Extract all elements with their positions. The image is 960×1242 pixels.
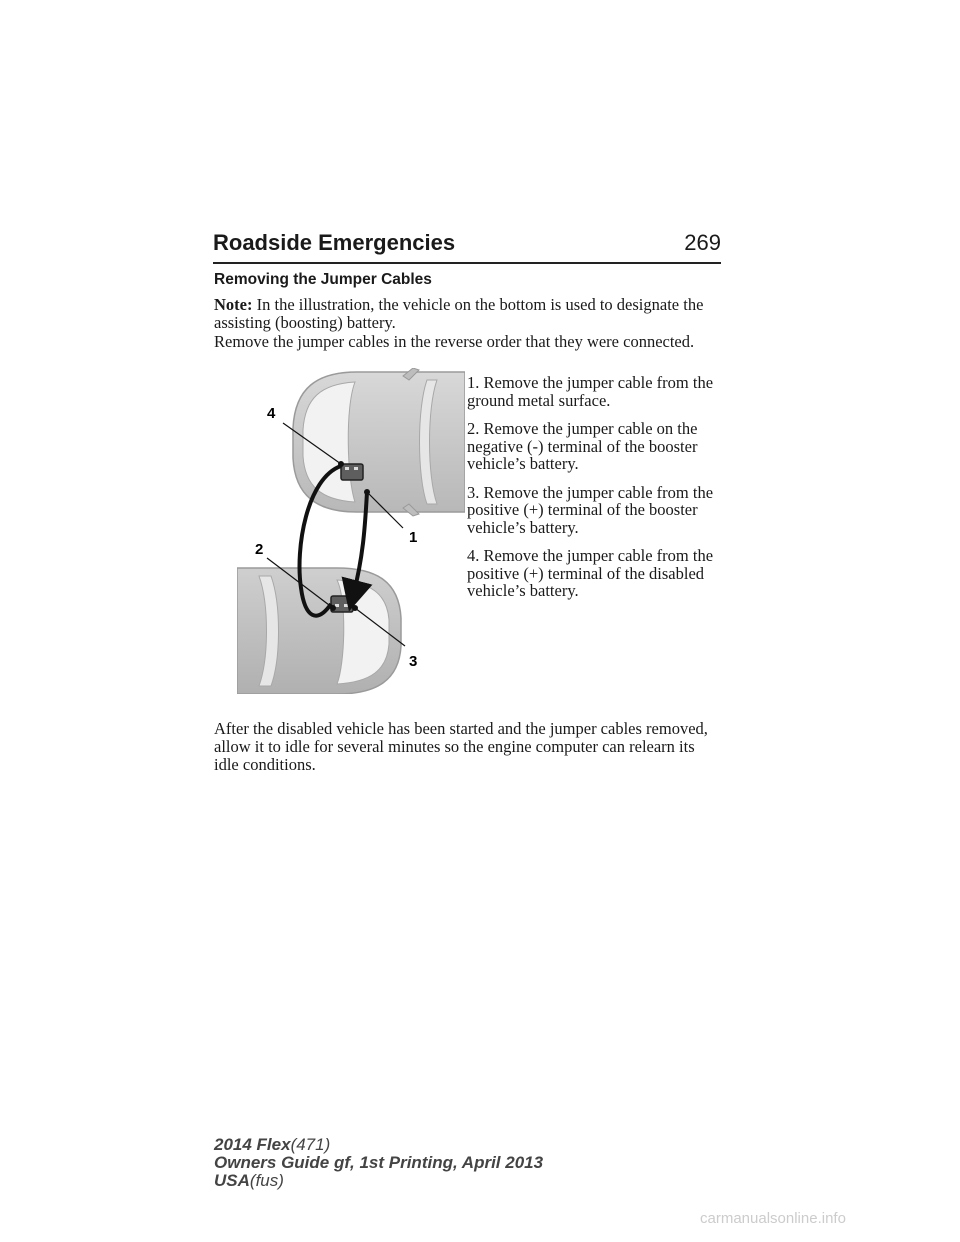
intro-paragraph: Remove the jumper cables in the reverse order that they were connected. xyxy=(214,332,695,351)
footer-code: (471) xyxy=(290,1135,331,1154)
section-title: Roadside Emergencies xyxy=(213,230,456,255)
document-footer xyxy=(214,1136,543,1190)
callout-1: 1 xyxy=(409,529,418,546)
two-vehicles-diagram xyxy=(237,368,465,694)
footer-printing: Owners Guide gf, 1st Printing, April 2013 xyxy=(214,1153,544,1172)
footer-market-code: (fus) xyxy=(249,1171,284,1190)
footer-model: 2014 Flex xyxy=(214,1135,291,1154)
note-paragraph xyxy=(214,296,722,332)
note-text: In the illustration, the vehicle on the bottom is used to designate the assisting (boosting) battery. xyxy=(214,295,704,332)
page-number: 269 xyxy=(684,230,721,255)
callout-4: 4 xyxy=(267,405,276,422)
step-4: 4. Remove the jumper cable from the positive (+) terminal of the disabled vehicle’s battery. xyxy=(467,546,714,600)
step-1: 1. Remove the jumper cable from the ground metal surface. xyxy=(467,373,714,410)
removal-steps-list xyxy=(467,374,727,611)
note-label: Note: xyxy=(214,295,253,314)
watermark: carmanualsonline.info xyxy=(700,1210,846,1227)
callout-3: 3 xyxy=(409,653,418,670)
disabled-vehicle xyxy=(293,368,465,516)
subsection-heading: Removing the Jumper Cables xyxy=(214,271,432,288)
page-header xyxy=(213,228,721,264)
jumper-cable-illustration xyxy=(237,368,465,694)
disabled-battery xyxy=(341,464,363,480)
booster-vehicle xyxy=(237,568,401,694)
footer-market: USA xyxy=(214,1171,250,1190)
callout-2: 2 xyxy=(255,541,264,558)
closing-paragraph: After the disabled vehicle has been started and the jumper cables removed, allow it to idle for several minutes so the engine computer can relearn its idle conditions. xyxy=(214,719,708,774)
step-3: 3. Remove the jumper cable from the positive (+) terminal of the booster vehicle’s battery. xyxy=(467,482,714,537)
step-2: 2. Remove the jumper cable on the negative (-) terminal of the booster vehicle’s battery. xyxy=(467,419,698,473)
